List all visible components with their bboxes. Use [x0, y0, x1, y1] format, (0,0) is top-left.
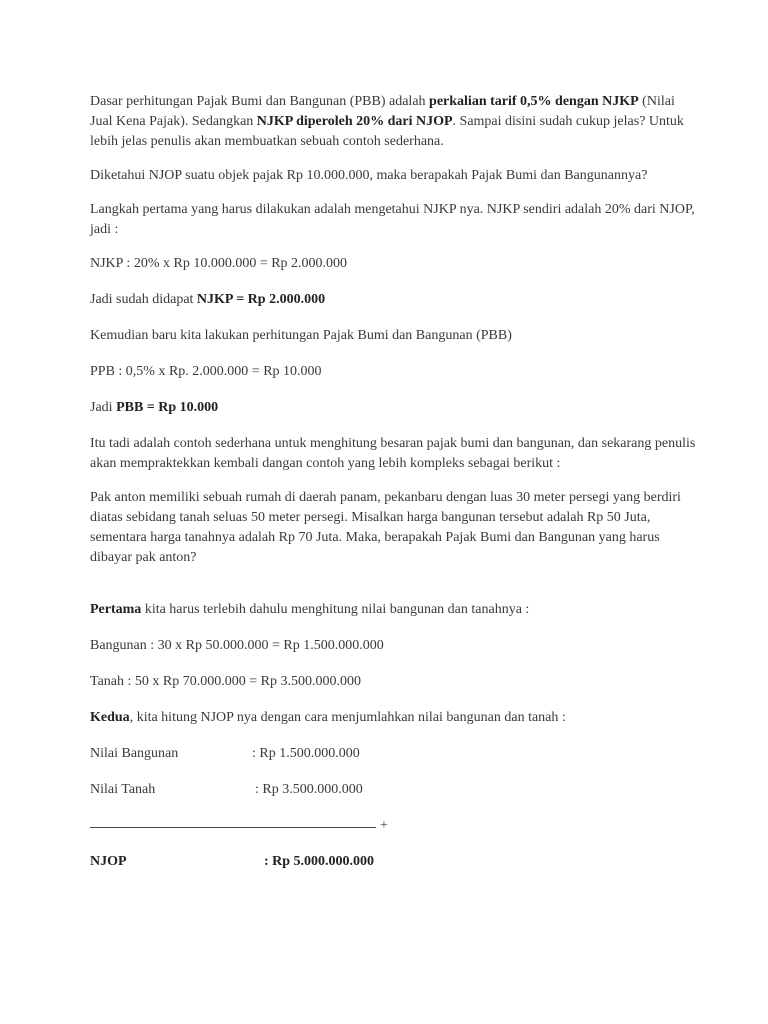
text-span: kita harus terlebih dahulu menghitung nilai bangunan dan tanahnya : [141, 602, 530, 617]
divider-line [90, 827, 376, 828]
sum-value-tanah: : Rp 3.500.000.000 [255, 782, 363, 797]
formula-bangunan: Bangunan : 30 x Rp 50.000.000 = Rp 1.500.000.000 [90, 638, 384, 653]
paragraph-example-question: Diketahui NJOP suatu objek pajak Rp 10.000.000, maka berapakah Pajak Bumi dan Bangunannya? [90, 168, 648, 183]
text-span: , kita hitung NJOP nya dengan cara menjumlahkan nilai bangunan dan tanah : [129, 710, 566, 725]
formula-njkp: NJKP : 20% x Rp 10.000.000 = Rp 2.000.000 [90, 256, 348, 271]
sum-row-bangunan [90, 744, 700, 764]
result-njkp [90, 290, 700, 310]
document-page [90, 92, 700, 888]
paragraph-step-one: Langkah pertama yang harus dilakukan adalah mengetahui NJKP nya. NJKP sendiri adalah 20% dari NJOP, jadi : [90, 202, 695, 237]
paragraph-complex-example: Pak anton memiliki sebuah rumah di daerah panam, pekanbaru dengan luas 30 meter persegi yang berdiri diatas sebidang tanah seluas 50 meter persegi. Misalkan harga bangunan tersebut adalah Rp 50 Juta, sementara harga tanahnya adalah Rp 70 Juta. Maka, berapakah Pajak Bumi dan Bangunan yang harus dibayar pak anton? [90, 490, 681, 565]
formula-tanah: Tanah : 50 x Rp 70.000.000 = Rp 3.500.000.000 [90, 674, 361, 689]
sum-row-tanah [90, 780, 700, 800]
bold-result-pbb: PBB = Rp 10.000 [116, 400, 219, 415]
paragraph-transition: Itu tadi adalah contoh sederhana untuk menghitung besaran pajak bumi dan bangunan, dan sekarang penulis akan mempraktekkan kembali dangan contoh yang lebih kompleks sebagai berikut : [90, 436, 696, 471]
bold-pertama: Pertama [90, 602, 142, 617]
bold-kedua: Kedua [90, 710, 130, 725]
sum-label-bangunan: Nilai Bangunan [90, 746, 179, 761]
paragraph-step-second [90, 708, 700, 728]
sum-label-tanah: Nilai Tanah [90, 782, 156, 797]
paragraph-step-first [90, 600, 700, 620]
bold-njkp: NJKP diperoleh 20% dari NJOP [256, 114, 453, 129]
paragraph-intro [90, 92, 700, 152]
bold-result-njkp: NJKP = Rp 2.000.000 [196, 292, 326, 307]
text-span: (Nilai Jual Kena Pajak). Sedangkan [90, 94, 675, 129]
result-pbb [90, 398, 700, 418]
sum-value-bangunan: : Rp 1.500.000.000 [252, 746, 360, 761]
text-span: Jadi [90, 400, 117, 415]
sum-divider [90, 816, 700, 836]
sum-row-total [90, 852, 700, 872]
text-span: Jadi sudah didapat [90, 292, 197, 307]
bold-tarif: perkalian tarif 0,5% dengan NJKP [429, 94, 639, 109]
formula-pbb: PPB : 0,5% x Rp. 2.000.000 = Rp 10.000 [90, 364, 322, 379]
text-span: . Sampai disini sudah cukup jelas? Untuk lebih jelas penulis akan membuatkan sebuah contoh sederhana. [90, 114, 684, 149]
sum-value-njop: : Rp 5.000.000.000 [264, 854, 375, 869]
text-span: Dasar perhitungan Pajak Bumi dan Bangunan (PBB) adalah [90, 94, 430, 109]
paragraph-pbb-calc-intro: Kemudian baru kita lakukan perhitungan Pajak Bumi dan Bangunan (PBB) [90, 328, 512, 343]
plus-sign: + [380, 818, 388, 833]
spacer [90, 582, 700, 600]
sum-label-njop: NJOP [90, 854, 127, 869]
